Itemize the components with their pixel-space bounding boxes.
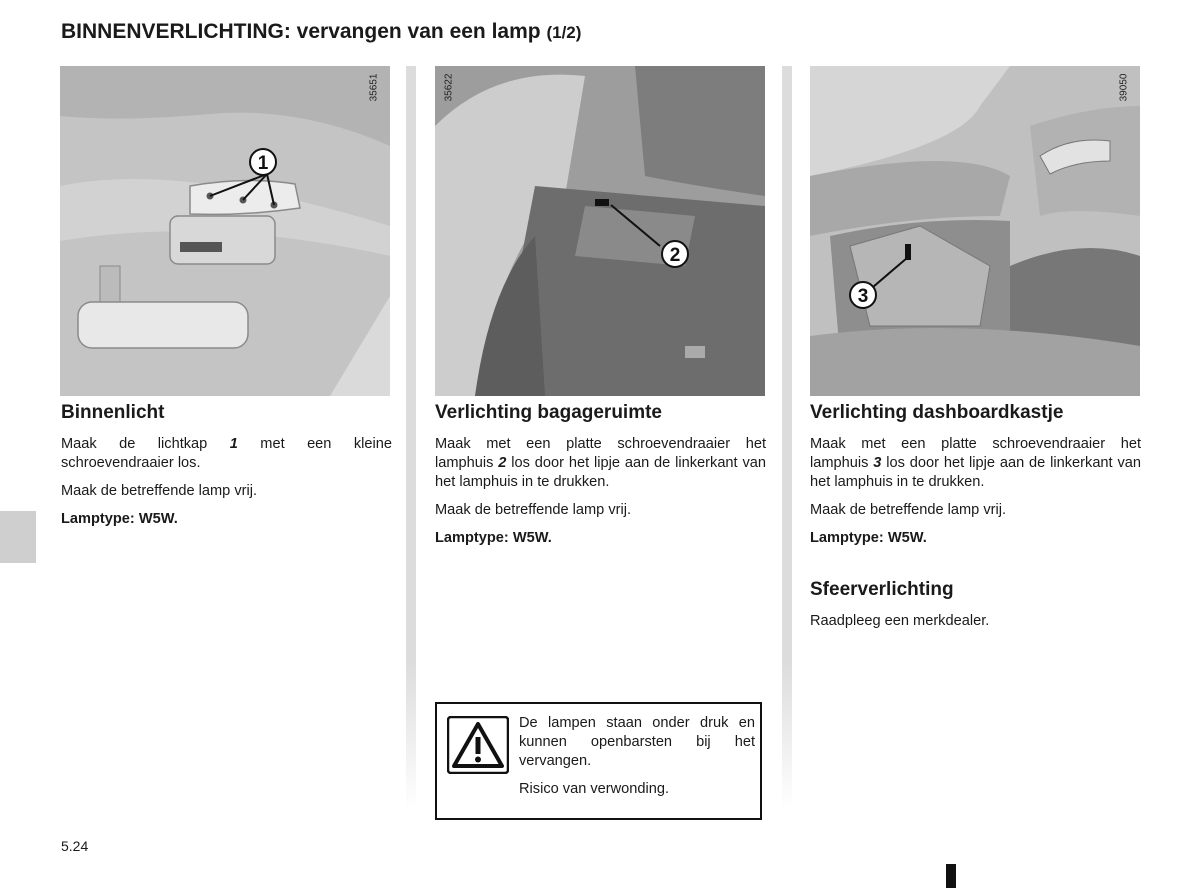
section-heading: Verlichting dashboardkastje: [810, 402, 1064, 423]
figure-ref-code: 39050: [1118, 73, 1130, 102]
warning-box: [435, 702, 762, 820]
section-binnenlicht: [61, 400, 392, 538]
glovebox-light-illustration: [810, 66, 1140, 396]
warning-message: De lampen staan onder druk en kunnen openbarsten bij het vervangen.: [519, 715, 755, 769]
figure-ref-code: 35651: [368, 73, 380, 102]
instruction-paragraph: Maak de betreffende lamp vrij.: [810, 502, 1007, 518]
section-dashboardkastje: [810, 400, 1141, 640]
trunk-light-illustration: [435, 66, 765, 396]
section-heading: Binnenlicht: [61, 402, 165, 423]
section-heading: Verlichting bagageruimte: [435, 402, 662, 423]
column-divider-left: [406, 66, 416, 810]
page-corner-mark: [946, 864, 956, 888]
callout-3: 3: [857, 286, 869, 307]
lamp-type: Lamptype: W5W.: [61, 511, 178, 527]
callout-number: 1: [229, 436, 238, 452]
lamp-type: Lamptype: W5W.: [435, 530, 552, 546]
interior-light-illustration: [60, 66, 390, 396]
callout-2: 2: [669, 245, 681, 266]
chapter-tab: [0, 511, 36, 563]
instruction-paragraph: Raadpleeg een merkdealer.: [810, 613, 990, 629]
warning-text: [519, 714, 755, 808]
figure-interior-light: [60, 66, 390, 396]
page-title: [61, 20, 581, 44]
column-divider-right: [782, 66, 792, 810]
warning-risk: Risico van verwonding.: [519, 781, 670, 797]
instruction-paragraph: Maak de betreffende lamp vrij.: [61, 483, 258, 499]
figure-ref-code: 35622: [443, 73, 455, 102]
figure-trunk-light: [435, 66, 765, 396]
page-title-suffix: (1/2): [546, 23, 582, 42]
warning-triangle-icon: [447, 716, 509, 774]
instruction-paragraph: Maak met een platte schroevendraaier het lamphuis 2 los door het lipje aan de linkerkant van het lamphuis in te drukken.: [435, 436, 766, 490]
instruction-paragraph: Maak de betreffende lamp vrij.: [435, 502, 632, 518]
lamp-type: Lamptype: W5W.: [810, 530, 927, 546]
callout-number: 3: [873, 455, 882, 471]
page-title-main: BINNENVERLICHTING: vervangen van een lamp: [61, 20, 541, 43]
instruction-paragraph: Maak de lichtkap 1 met een kleine schroevendraaier los.: [61, 436, 392, 471]
section-heading-sfeerverlichting: Sfeerverlichting: [810, 579, 954, 600]
section-bagageruimte: [435, 400, 766, 557]
callout-number: 2: [498, 455, 507, 471]
callout-1: 1: [257, 153, 269, 174]
instruction-paragraph: Maak met een platte schroevendraaier het lamphuis 3 los door het lipje aan de linkerkant van het lamphuis in te drukken.: [810, 436, 1141, 490]
figure-glovebox-light: [810, 66, 1140, 396]
page-number: 5.24: [61, 838, 89, 854]
